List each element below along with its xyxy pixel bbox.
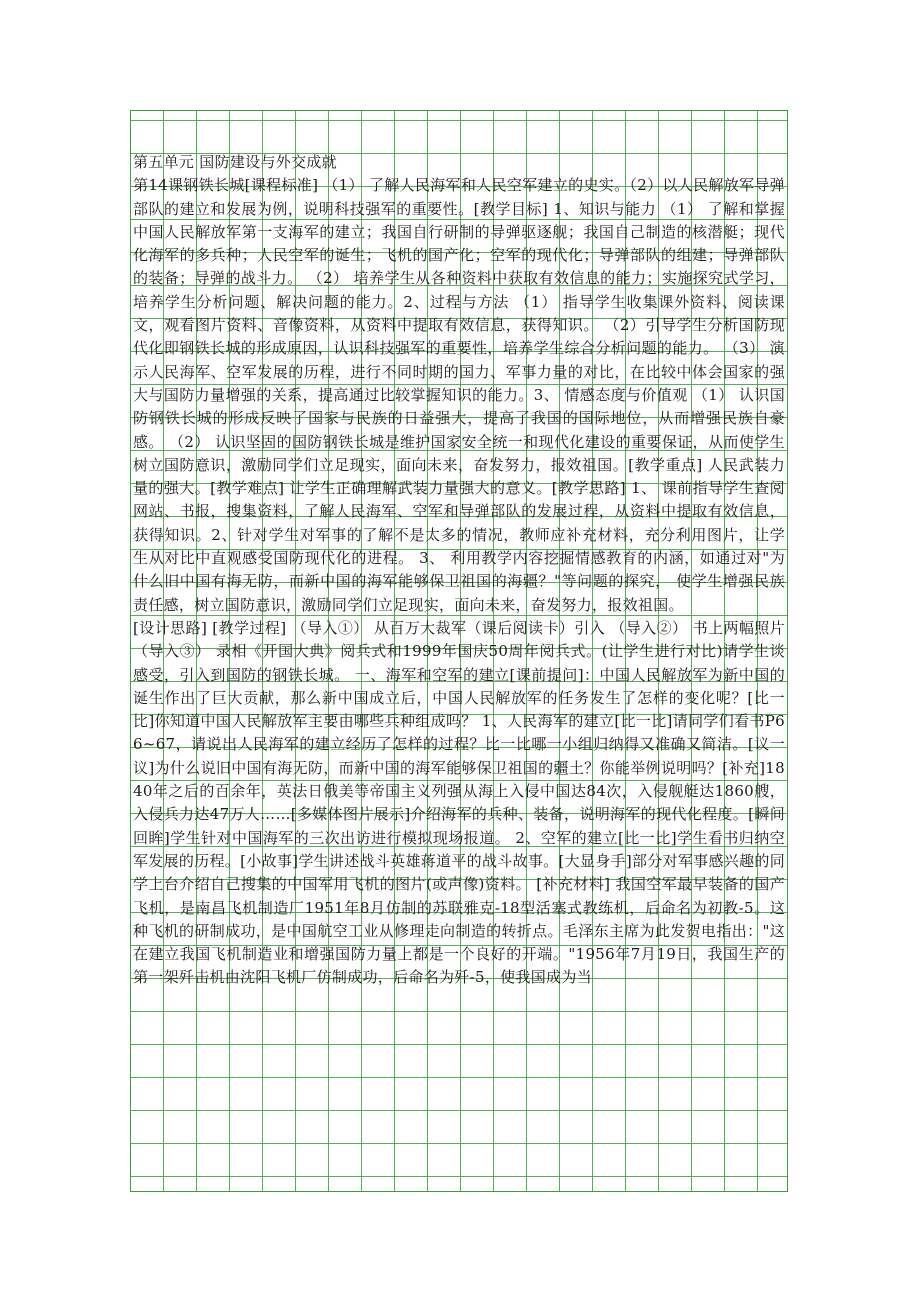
document-page bbox=[130, 110, 788, 1192]
lesson-paragraph-objectives: 第14课钢铁长城[课程标准] （1） 了解人民海军和人民空军建立的史实。（2）以人民解放军导弹部队的建立和发展为例，说明科技强军的重要性。[教学目标] 1、知识与能力 （1） 了解和掌握中国人民解放军第一支海军的建立；我国自行研制的导弹驱逐舰；我国自己制造的核潜艇；现代化海军的多兵种；人民空军的诞生；飞机的国产化；空军的现代化；导弹部队的组建；导弹部队的装备；导弹的战斗力。 （2） 培养学生从各种资料中获取有效信息的能力；实施探究式学习，培养学生分析问题、解决问题的能力。2、过程与方法 （1） 指导学生收集课外资料、阅读课文，观看图片资料、音像资料，从资料中提取有效信息，获得知识。 （2）引导学生分析国防现代化即钢铁长城的形成原因，认识科技强军的重要性，培养学生综合分析问题的能力。 （3） 演示人民海军、空军发展的历程，进行不同时期的国力、军事力量的对比，在比较中体会国家的强大与国防力量增强的关系，提高通过比较掌握知识的能力。3、 情感态度与价值观 （1） 认识国防钢铁长城的形成反映了国家与民族的日益强大，提高了我国的国际地位，从而增强民族自豪感。 （2） 认识坚固的国防钢铁长城是维护国家安全统一和现代化建设的重要保证，从而使学生树立国防意识，激励同学们立足现实，面向未来，奋发努力，报效祖国。[教学重点] 人民武装力量的强大。[教学难点] 让学生正确理解武装力量强大的意义。[教学思路] 1、 课前指导学生查阅网站、书报，搜集资料，了解人民海军、空军和导弹部队的发展过程，从资料中提取有效信息，获得知识。2、针对学生对军事的了解不是太多的情况，教师应补充材料，充分利用图片，让学生从对比中直观感受国防现代化的进程。 3、 利用教学内容挖掘情感教育的内涵，如通过对"为什么旧中国有海无防，而新中国的海军能够保卫祖国的海疆？"等问题的探究， 使学生增强民族责任感，树立国防意识，激励同学们立足现实，面向未来，奋发努力，报效祖国。 bbox=[133, 176, 785, 614]
document-body bbox=[133, 151, 785, 990]
lesson-paragraph-process: [设计思路] [教学过程] （导入①） 从百万大裁军（课后阅读卡）引入 （导入②） 书上两幅照片 （导入③） 录相《开国大典》阅兵式和1999年国庆50周年阅兵式。(让学生进行对比)请学生谈感受，引入到国防的钢铁长城。 一、海军和空军的建立[课前提问]：中国人民解放军为新中国的诞生作出了巨大贡献，那么新中国成立后，中国人民解放军的任务发生了怎样的变化呢？[比一比]你知道中国人民解放军主要由哪些兵种组成吗？ 1、人民海军的建立[比一比]请同学们看书P66~67，请说出人民海军的建立经历了怎样的过程？比一比哪一小组归纳得又准确又简洁。[议一议]为什么说旧中国有海无防，而新中国的海军能够保卫祖国的疆土？你能举例说明吗？[补充]1840年之后的百余年，英法日俄美等帝国主义列强从海上入侵中国达84次，入侵舰艇达1860艘，入侵兵力达47万人……[多媒体图片展示]介绍海军的兵种、装备，说明海军的现代化程度。[瞬间回眸]学生针对中国海军的三次出访进行模拟现场报道。 2、空军的建立[比一比]学生看书归纳空军发展的历程。[小故事]学生讲述战斗英雄蒋道平的战斗故事。[大显身手]部分对军事感兴趣的同学上台介绍自己搜集的中国军用飞机的图片(或声像)资料。 [补充材料] 我国空军最早装备的国产飞机，是南昌飞机制造厂1951年8月仿制的苏联雅克-18型活塞式教练机，后命名为初教-5。这种飞机的研制成功，是中国航空工业从修理走向制造的转折点。毛泽东主席为此发贺电指出："这在建立我国飞机制造业和增强国防力量上都是一个良好的开端。"1956年7月19日，我国生产的第一架歼击机由沈阳飞机厂仿制成功，后命名为歼-5，使我国成为当 bbox=[133, 618, 785, 987]
unit-heading: 第五单元 国防建设与外交成就 bbox=[133, 153, 337, 171]
